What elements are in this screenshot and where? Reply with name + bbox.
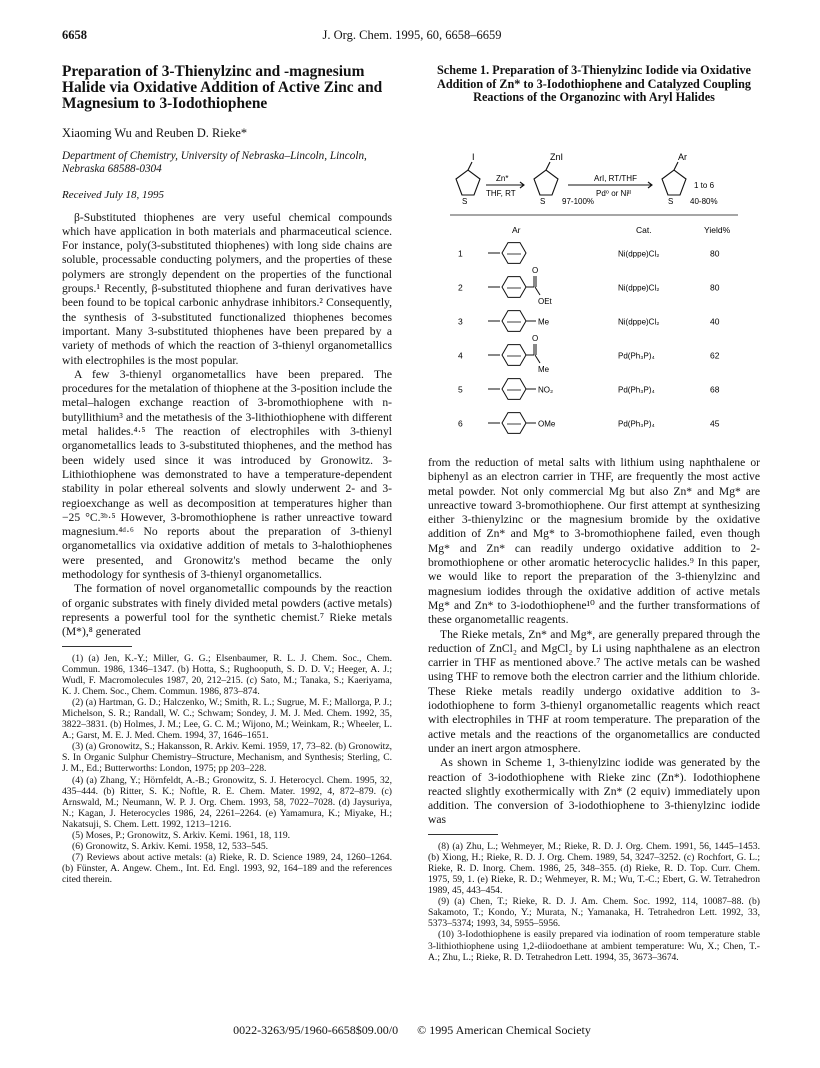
entry-number: 3 xyxy=(458,316,463,327)
copyright-notice: © 1995 American Chemical Society xyxy=(417,1023,591,1037)
reagent-label: THF, RT xyxy=(486,188,516,198)
reagent-label: Zn* xyxy=(496,173,509,183)
yield-value: 80 xyxy=(710,282,720,293)
body-paragraph: A few 3-thienyl organometallics have been prepared. The procedures for the metalation of thiophene at the 3-position include the metal–halogen exchange reaction of 3-bromothiophene with n-butyllithium³ and the metathesis of the 3-lithiothiophene with different metal halides.⁴·⁵ The reaction of electrophiles with 3-thienyl organometallics leads to 3-substituted thiophenes, and the method has been widely used since it was introduced by Gronowitz. 3-Lithiothiophene was demonstrated to have a temperature-dependent stability in polar ethereal solvents and slowly underwent 2- and 3-regioexchange as well as decomposition at temperatures higher than −25 °C.³ᵇ·⁵ However, 3-bromothiophene is rather unreactive toward magnesium.⁴ᵈ·⁶ No reports about the preparation of 3-thienyl organometallics via oxidative addition of metals to 3-halothiophenes were presented, and Gronowitz's method became the only methodology for synthesis of 3-thienyl organometallics. xyxy=(62,367,392,582)
left-footnotes xyxy=(62,653,392,886)
substituent-label: Me xyxy=(538,364,550,374)
footnote: (8) (a) Zhu, L.; Wehmeyer, M.; Rieke, R. D. J. Org. Chem. 1991, 56, 1445–1453. (b) Xiong, H.; Rieke, R. D. J. Org. Chem. 1989, 54, 3247–3252. (c) Rochfort, G. L.; Rieke, R. D. Inorg. Chem. 1986, 25, 348–355. (d) Rieke, R. D. Top. Curr. Chem. 1975, 59, 1. (e) Rieke, R. D.; Wehmeyer, R. M.; Wu, T.-C.; Ebert, G. W. Tetrahedron 1989, 45, 443–454. xyxy=(428,840,760,897)
entry-number: 1 xyxy=(458,248,463,259)
footnote: (10) 3-Iodothiophene is easily prepared via iodination of room temperature stable 3-lithiothiophene using 1,2-diiodoethane at ambient temperature: Wu, X.; Chen, T.-A.; Zhu, L.; Rieke, R. D. Tetrahedron Lett. 1994, 35, 3673–3674. xyxy=(428,929,760,963)
footnote: (1) (a) Jen, K.-Y.; Miller, G. G.; Elsenbaumer, R. L. J. Chem. Soc., Chem. Commun. 1986, 1346–1347. (b) Hotta, S.; Rughooputh, S. D. D. V.; Heeger, A. J.; Wudl, F. Macromolecules 1987, 20, 212–215. (c) Sato, M.; Tanaka, S.; Kaeriyama, K. J. Chem. Soc., Chem. Commun. 1986, 873–874. xyxy=(62,652,392,697)
catalyst-label: Pd(Ph₃P)₄ xyxy=(618,385,655,395)
column-header-yield: Yield% xyxy=(704,224,731,235)
footnote: (3) (a) Gronowitz, S.; Hakansson, R. Arkiv. Kemi. 1959, 17, 73–82. (b) Gronowitz, S. In Organic Sulphur Chemistry–Structure, Mechanism, and Synthesis; Sterling, C. J. M., Ed.; Butterworths: London, 1975; pp 203–228. xyxy=(62,741,392,775)
footnote: (2) (a) Hartman, G. D.; Halczenko, W.; Smith, R. L.; Sugrue, M. F.; Mallorga, P. J.; Michelson, S. R.; Randall, W. C.; Schwam; Sondey, J. M. J. Med. Chem. 1992, 35, 3822–3831. (b) Holmes, J. M.; Lee, G. C. M.; Wijono, M.; Weinkam, R.; Wheeler, L. A.; Garst, M. E. J. Med. Chem. 1994, 37, 1646–1651. xyxy=(62,696,392,742)
benzene-ring xyxy=(502,378,526,399)
catalyst-label: Ni(dppe)Cl₂ xyxy=(618,249,660,259)
substituent-label: Ar xyxy=(678,151,687,162)
yield-value: 68 xyxy=(710,384,720,395)
bond xyxy=(535,287,540,295)
ring-atom-label: S xyxy=(540,196,546,206)
benzene-ring xyxy=(502,310,526,331)
article-authors: Xiaoming Wu and Reuben D. Rieke* xyxy=(62,126,248,140)
substituent-label: OMe xyxy=(538,419,556,429)
benzene-ring xyxy=(502,276,526,297)
bond xyxy=(468,162,472,170)
ring-atom-label: S xyxy=(668,196,674,206)
yield-label: 97-100% xyxy=(562,196,595,206)
body-paragraph: As shown in Scheme 1, 3-thienylzinc iodide was generated by the reaction of 3-iodothiophene with Rieke zinc (Zn*). Iodothiophene reacted slightly exothermically with Zn* (2 equiv) immediately upon addition. The conversion of 3-iodothiophene to 3-thienylzinc iodide was xyxy=(428,756,760,827)
entry-number: 4 xyxy=(458,350,463,361)
footnote: (4) (a) Zhang, Y.; Hörnfeldt, A.-B.; Gronowitz, S. J. Heterocycl. Chem. 1995, 32, 435–444. (b) Ritter, S. K.; Noftle, R. E. Chem. Mater. 1992, 4, 872–879. (c) Arnswald, M.; Neumann, W. P. J. Org. Chem. 1993, 58, 7022–7028. (d) Jaysuriya, N.; Kagan, J. Heterocycles 1986, 24, 2261–2264. (e) Yamamura, K.; Miyake, H.; Nakatsuji, S. Chem. Lett. 1992, 1213–1216. xyxy=(62,774,392,830)
substituent-label: Me xyxy=(538,317,550,327)
running-header xyxy=(62,28,762,46)
benzene-ring xyxy=(502,344,526,365)
column-header-ar: Ar xyxy=(512,224,521,235)
thiophene-ring xyxy=(662,170,686,195)
yield-value: 45 xyxy=(710,418,720,429)
scheme-rows xyxy=(458,242,720,433)
yield-value: 40 xyxy=(710,316,720,327)
bond xyxy=(546,162,550,170)
product-label: 1 to 6 xyxy=(694,180,715,190)
substituent-label: ZnI xyxy=(550,151,564,162)
entry-number: 5 xyxy=(458,384,463,395)
catalyst-label: Ni(dppe)Cl₂ xyxy=(618,283,660,293)
scheme-1 xyxy=(428,64,760,440)
oxygen-label: O xyxy=(532,333,539,343)
scheme-title: Scheme 1. Preparation of 3-Thienylzinc Iodide via Oxidative Addition of Zn* to 3-Iodothiophene and Catalyzed Coupling Reactions of the Organozinc with Aryl Halides xyxy=(437,63,751,105)
yield-value: 62 xyxy=(710,350,720,361)
bond xyxy=(674,162,678,170)
catalyst-label: Ni(dppe)Cl₂ xyxy=(618,317,660,327)
body-paragraph: β-Substituted thiophenes are very useful chemical compounds which have application in both materials and pharmaceutical science. For instance, poly(3-substituted thiophenes) with long side chains are soluble, processable conducting polymers, and the properties of these polymers are strongly dependent on the properties of the functional groups.¹ Recently, β-substituted thiophene and furan derivatives have been found to be topical carbonic anhydrase inhibitors.² Consequently, the synthesis of 3-substituted functionalized thiophenes becomes important. Many 3-substituted thiophenes have been prepared by a variety of methods of which the reaction of 3-thienyl organometallics with electrophiles is the most popular. xyxy=(62,210,392,367)
oxygen-label: O xyxy=(532,265,539,275)
substituent-label: I xyxy=(472,151,475,162)
page-footer xyxy=(62,1023,762,1038)
thiophene-ring xyxy=(456,170,480,195)
column-header-cat: Cat. xyxy=(636,224,652,235)
page-number: 6658 xyxy=(62,28,87,42)
benzene-ring xyxy=(502,412,526,433)
footnote: (7) Reviews about active metals: (a) Rieke, R. D. Science 1989, 24, 1260–1264. (b) Fünster, A. Angew. Chem., Int. Ed. Engl. 1993, 92, 164–189 and the references cited therein. xyxy=(62,852,392,886)
left-column xyxy=(62,64,392,885)
footnote: (9) (a) Chen, T.; Rieke, R. D. J. Am. Chem. Soc. 1992, 114, 10087–88. (b) Sakamoto, T.; Kondo, Y.; Murata, N.; Yamanaka, H. Tetrahedron Lett. 1992, 33, 5373–5374; 1993, 34, 5955–5956. xyxy=(428,896,760,930)
bond xyxy=(535,355,540,363)
journal-citation: J. Org. Chem. 1995, 60, 6658–6659 xyxy=(322,28,502,42)
entry-number: 2 xyxy=(458,282,463,293)
yield-value: 80 xyxy=(710,248,720,259)
right-footnotes xyxy=(428,841,760,963)
entry-number: 6 xyxy=(458,418,463,429)
thiophene-ring xyxy=(534,170,558,195)
reagent-label: ArI, RT/THF xyxy=(594,173,637,183)
body-paragraph: The formation of novel organometallic compounds by the reaction of organic substrates with finely divided metal powders (active metals) represents a powerful tool for the synthetic chemist.⁷ Rieke metals (M*),⁸ generated xyxy=(62,582,392,639)
body-paragraph: The Rieke metals, Zn* and Mg*, are generally prepared through the reduction of ZnCl₂ and MgCl₂ by Li using naphthalene as an electron carrier in THF as mentioned above.⁷ The active metals can be washed using THF to remove both the electron carrier and the lithium chloride. These Rieke metals readily undergo oxidative addition to 3-iodothiophene to form 3-thienyl organometallic reagents which react with electrophiles in THF at room temperature. The preparation of the active metals and the reactions of the organometallics are conducted under an inert argon atmosphere. xyxy=(428,627,760,755)
footnote-rule xyxy=(62,646,132,647)
article-title: Preparation of 3-Thienylzinc and -magnesium Halide via Oxidative Addition of Active Zinc and Magnesium to 3-Iodothiophene xyxy=(62,63,383,112)
footnote-rule xyxy=(428,834,498,835)
footnote: (6) Gronowitz, S. Arkiv. Kemi. 1958, 12, 533–545. xyxy=(72,841,269,853)
received-date: Received July 18, 1995 xyxy=(62,189,165,202)
yield-label: 40-80% xyxy=(690,196,718,206)
benzene-ring xyxy=(502,242,526,263)
article-code: 0022-3263/95/1960-6658$09.00/0 xyxy=(233,1023,399,1037)
body-paragraph: from the reduction of metal salts with lithium using naphthalene or biphenyl as an electron carrier in THF, are frequently the most active metal powder. Not only commercial Mg but also Zn* and Mg* are unreactive toward 3-bromothiophene. Our first attempt at synthesizing either 3-thienylzinc or the magnesium bromide by the oxidative addition of Zn* and Mg* to 3-bromothiophene failed, even though Mg* and Zn* can readily undergo oxidative addition to 2-bromothiophene or other aromatic heterocyclic halides.⁹ In this paper, we would like to report the preparation of the 3-thienylzinc and magnesium iodides through the oxidative addition of active metals Mg* and Zn* to 3-iodothiophene¹⁰ and the further transformations of these organometallic reagents. xyxy=(428,456,760,627)
catalyst-label: Pd(Ph₃P)₄ xyxy=(618,351,655,361)
substituent-label: OEt xyxy=(538,296,552,306)
right-column xyxy=(428,456,760,963)
footnote: (5) Moses, P.; Gronowitz, S. Arkiv. Kemi. 1961, 18, 119. xyxy=(72,830,291,841)
reagent-label: Pd⁰ or Niᴵᴵ xyxy=(596,188,631,198)
substituent-label: NO₂ xyxy=(538,385,554,395)
scheme-diagram xyxy=(428,105,760,435)
catalyst-label: Pd(Ph₃P)₄ xyxy=(618,419,655,429)
ring-atom-label: S xyxy=(462,196,468,206)
author-affiliation: Department of Chemistry, University of Nebraska–Lincoln, Lincoln, Nebraska 68588-0304 xyxy=(62,150,367,176)
